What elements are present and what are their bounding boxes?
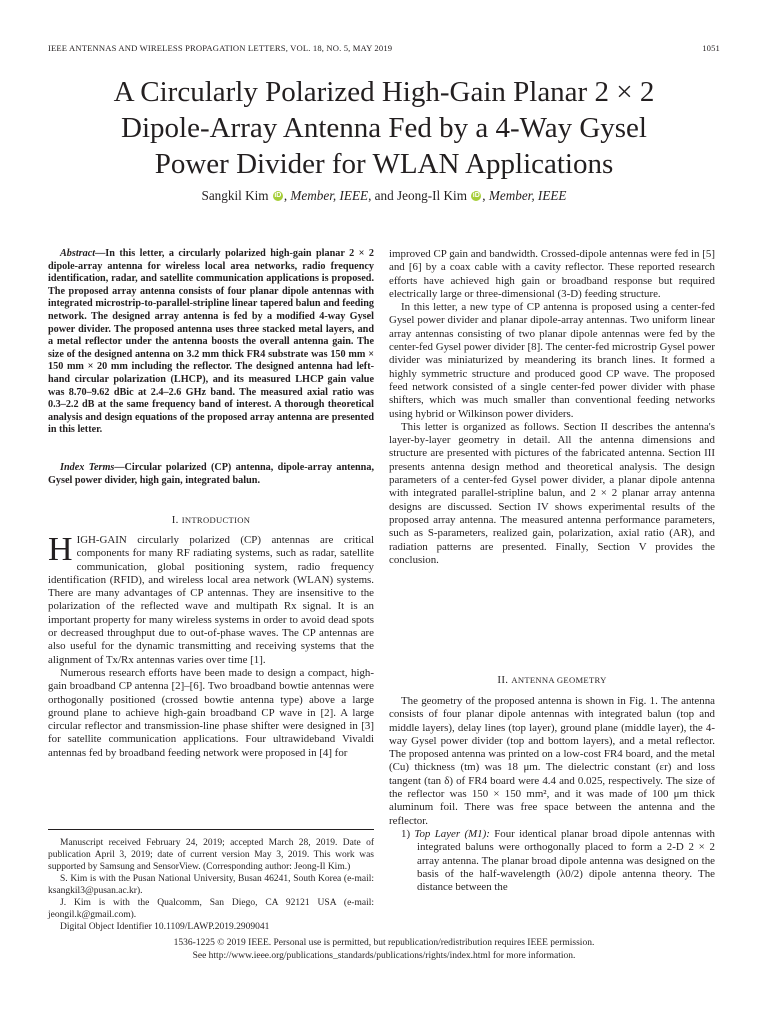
- paragraph: Numerous research efforts have been made to design a compact, high-gain broadband CP antenna [2]–[6]. Two broadband bowtie antennas were orthogonally positioned (crossed bowtie antenna type) above a large ground plane to achieve high-gain broadband CP wave in [2]. A large circular reflector and transmission-line phase shifter were designed in [3] for satellite communication applications. Four ultrawideband Vivaldi antennas fed by broadband feeding network were proposed in [4] for: [48, 666, 374, 759]
- footnote: [48, 837, 374, 933]
- paragraph: In this letter, a new type of CP antenna is proposed using a center-fed Gysel power divider and planar dipole-array antennas. Two uniform linear array antennas consisting of two planar dipole antennas were fed by the center-fed Gysel power divider [8]. The center-fed microstrip Gysel power divider was miniaturized by meandering its branch lines. It formed a highly symmetric structure and produced good CP wave. The proposed feed network consisted of a single center-fed power divider with phase shifters, which was much smaller than conventional feeding networks using hybrid or Wilkinson power dividers.: [389, 301, 715, 420]
- paper-title: [40, 74, 728, 182]
- list-text: Four identical planar broad dipole antennas with integrated baluns were orthogonally placed to form a 2-D 2 × 2 array antenna. The planar broad dipole antenna was designed on the basis of the half-wavelength (λ0/2) dipole antenna theory. The distance between the: [417, 827, 715, 894]
- footnote-text: S. Kim is with the Pusan National University, Busan 46241, South Korea (e-mail: ksangkil3@pusan.ac.kr).: [48, 874, 374, 896]
- paragraph: This letter is organized as follows. Section II describes the antenna's layer-by-layer geometry in detail. All the antenna dimensions and structure are presented with pictures of the fabricated antenna. Section III presents antenna design method and theoretical analysis. The design parameters of a center-fed Gysel power divider, a planar dipole antenna with integrated parallel-stripline balun, and 2 × 2 planar array antenna designs are discussed. Section IV shows experimental results of the proposed array antenna. The measured antenna performance parameters, such as S-parameters, realized gain, polarization, axial ratio (AR), and radiation patterns are presented. Finally, Section V provides the conclusion.: [389, 420, 715, 566]
- index-terms-text: —Circular polarized (CP) antenna, dipole-array antenna, Gysel power divider, high gain, integrated balun.: [48, 462, 374, 486]
- page-number: 1051: [702, 43, 720, 53]
- title-line: A Circularly Polarized High-Gain Planar 2 × 2: [113, 76, 655, 108]
- author-list: [40, 188, 728, 204]
- separator: ,: [283, 188, 291, 203]
- abstract-label: Abstract: [60, 248, 96, 259]
- section-title: ANTENNA GEOMETRY: [511, 675, 607, 685]
- list-number: 1): [401, 827, 415, 840]
- footnote-text: Manuscript received February 24, 2019; accepted March 28, 2019. Date of publication April 3, 2019; date of current version May 3, 2019. This work was supported by Samsung and SensorView. (Corresponding author: Jeong-Il Kim.): [48, 838, 374, 872]
- orcid-icon[interactable]: iD: [274, 192, 282, 199]
- copyright-line: See http://www.ieee.org/publications_standards/publications/rights/index.html for more information.: [192, 951, 576, 961]
- author-membership: Member, IEEE: [290, 188, 369, 203]
- separator: ,: [482, 188, 489, 203]
- running-head: [48, 43, 720, 53]
- list-label: Top Layer (M1):: [414, 827, 490, 840]
- paragraph: IGH-GAIN circularly polarized (CP) antennas are critical components for many RF radiating systems, such as radar, satellite communication, global positioning system, radio frequency identification (RFID), and wireless local area network (WLAN) systems. There are many advantages of CP antennas. They are insensitive to the polarization of the reflected wave and multipath Rx signal. It is an important property for many wireless systems in order to avoid dead spots or decreased throughput due to out-of-phase waves. The CP antennas are also useful for the dynamic transmitting and receiving systems that the alignment of Tx/Rx antennas varies over time [1].: [48, 534, 374, 666]
- section-number: II.: [497, 674, 512, 686]
- author-membership: Member, IEEE: [488, 188, 567, 203]
- footnote-text: J. Kim is with the Qualcomm, San Diego, CA 92121 USA (e-mail: jeongil.k@gmail.com).: [48, 898, 374, 920]
- title-line: Power Divider for WLAN Applications: [154, 148, 614, 180]
- author-name: Jeong-Il Kim: [397, 188, 467, 203]
- copyright-line: 1536-1225 © 2019 IEEE. Personal use is permitted, but republication/redistribution requires IEEE permission.: [173, 938, 595, 948]
- footnote-rule: [48, 829, 374, 830]
- right-column-text: [389, 248, 715, 567]
- author-name: Sangkil Kim: [201, 188, 269, 203]
- section-heading: [48, 514, 374, 526]
- index-terms: [48, 462, 374, 487]
- paragraph: The geometry of the proposed antenna is shown in Fig. 1. The antenna consists of four planar dipole antennas with integrated balun (top and middle layers), delay lines (top layer), ground plane (middle layer), the 4-way Gysel power divider (top and bottom layers), and a metal reflector. The proposed antenna was printed on a low-cost FR4 board, and the metal (Cu) thickness (tm) was 18 μm. The dielectric constant (εr) and loss tangent (tan δ) of FR4 board were 4.4 and 0.025, respectively. The size of the reflector was 150 × 150 mm², and it was made of 100 μm thick aluminum foil. There was free space between the antenna and the reflector.: [389, 695, 715, 827]
- separator: , and: [368, 188, 397, 203]
- abstract-text: —In this letter, a circularly polarized high-gain planar 2 × 2 dipole-array antenna for wireless local area networks, radio frequency identification, radar, and satellite communication applications is proposed. The proposed array antenna consists of four planar dipole antennas with integrated microstrip-to-parallel-stripline linear tapered balun and feeding network. The designed array antenna is fed by a modified 4-way Gysel power divider. The proposed antenna uses three stacked metal layers, and a metal reflector under the antenna boosts the overall antenna gain. The size of the designed antenna on 3.2 mm thick FR4 substrate was 150 mm × 150 mm × 20 mm including the reflector. The designed antenna had left-hand circular polarization (LHCP), and its measured LHCP gain value was 8.70–9.62 dBic at 2.4–2.6 GHz band. The measured axial ratio was 0.3–2.2 dB at the same frequency band of interest. A thorough theoretical analysis and design equations of the proposed array antenna are presented in this letter.: [48, 248, 374, 436]
- abstract: [48, 248, 374, 437]
- drop-cap: H: [48, 531, 73, 568]
- geometry-text: [389, 695, 715, 894]
- section-title: INTRODUCTION: [181, 515, 251, 525]
- introduction-text: [48, 531, 374, 760]
- index-terms-label: Index Terms: [60, 462, 115, 473]
- orcid-icon[interactable]: iD: [472, 192, 480, 199]
- title-line: Dipole-Array Antenna Fed by a 4-Way Gysel: [121, 112, 647, 144]
- section-number: I.: [171, 514, 182, 526]
- section-heading: [389, 674, 715, 686]
- footnote-text: Digital Object Identifier 10.1109/LAWP.2019.2909041: [60, 922, 270, 932]
- list-item: [389, 828, 715, 894]
- paragraph: improved CP gain and bandwidth. Crossed-dipole antennas were fed in [5] and [6] by a coax cable with a cavity reflector. These reported research efforts have achieved high gain or broadband response but required electrically large or three-dimensional (3-D) feeding structure.: [389, 248, 715, 300]
- journal-name: IEEE ANTENNAS AND WIRELESS PROPAGATION LETTERS, VOL. 18, NO. 5, MAY 2019: [48, 43, 393, 53]
- copyright-notice: [48, 937, 720, 963]
